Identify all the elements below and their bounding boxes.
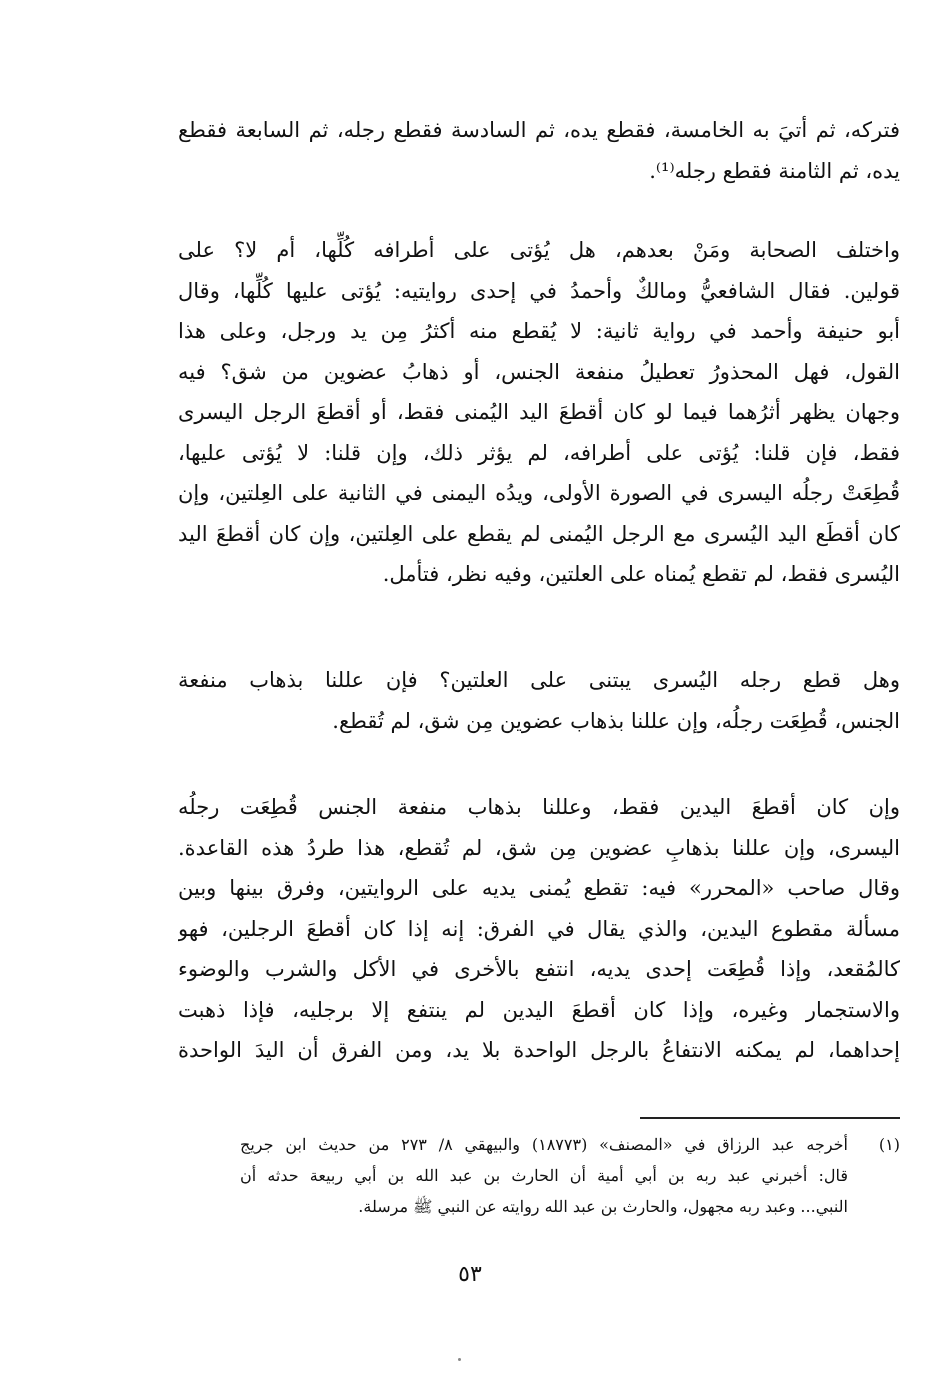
text-line: مسألة مقطوع اليدين، والذي يقال في الفرق: إنه إذا كان أقطعَ الرجلين، فهو	[178, 916, 900, 941]
footnote-separator	[640, 1117, 900, 1119]
text-line: فقط، فإن قلنا: يُؤتى على أطرافه، لم يؤثر ذلك، وإن قلنا: لا يُؤتى عليها،	[178, 440, 900, 465]
text-line: واختلف الصحابة ومَنْ بعدهم، هل يُؤتى على أطرافه كُلِّها، أم لا؟ على	[178, 238, 900, 262]
footnote-line: قال: أخبرني عبد ربه بن أبي أمية أن الحارث بن عبد الله بن أبي ربيعة حدثه أن	[240, 1166, 848, 1185]
text-line: إحداهما، لم يمكنه الانتفاعُ بالرجل الواحدة بلا يد، ومن الفرق أن اليدَ الواحدة	[178, 1038, 900, 1062]
footnote-body	[240, 1129, 848, 1222]
paragraph-3	[178, 660, 900, 741]
text-line: وجهان يظهر أثرُهما فيما لو كان أقطعَ اليد اليُمنى فقط، أو أقطعَ الرجل اليسرى	[178, 400, 900, 424]
text-line: يده، ثم الثامنة فقطع رجله⁽¹⁾.	[649, 158, 900, 183]
text-line: والاستجمار وغيره، وإذا كان أقطعَ اليدين لم ينتفع إلا برجليه، فإذا ذهبت	[178, 997, 900, 1022]
text-line: وهل قطع رجله اليُسرى يبتنى على العلتين؟ فإن عللنا بذهاب منفعة	[178, 668, 900, 692]
paragraph-2	[178, 230, 900, 595]
scan-speck	[458, 1358, 461, 1361]
text-line: أبو حنيفة وأحمد في رواية ثانية: لا يُقطع منه أكثرُ مِن يد ورجل، وعلى هذا	[178, 319, 900, 343]
footnote	[240, 1129, 900, 1222]
text-line: كالمُقعد، وإذا قُطِعَت إحدى يديه، انتفع بالأخرى في الأكل والشرب والوضوء	[178, 957, 900, 981]
text-line: القول، فهل المحذورُ تعطيلُ منفعة الجنس، أو ذهابُ عضوين من شق؟ فيه	[178, 359, 900, 384]
text-line: كان أقطَع اليد اليُسرى مع الرجل اليُمنى لم يقطع على العِلتين، وإن كان أقطعَ اليد	[178, 521, 900, 546]
text-line: وإن كان أقطعَ اليدين فقط، وعللنا بذهاب منفعة الجنس قُطِعَت رجلُه	[178, 795, 900, 819]
footnote-number: (١)	[878, 1135, 900, 1154]
paragraph-1	[178, 110, 900, 191]
page-number: ٥٣	[458, 1262, 482, 1287]
paragraph-4	[178, 787, 900, 1071]
text-line: قُطِعَتْ رجلُه اليسرى في الصورة الأولى، ويدُه اليمنى في الثانية على العِلتين، وإن	[178, 481, 900, 505]
text-line: فتركه، ثم أتيَ به الخامسة، فقطع يده، ثم السادسة فقطع رجله، ثم السابعة فقطع	[178, 118, 900, 142]
text-line: وقال صاحب «المحرر» فيه: تقطع يُمنى يديه على الروايتين، وفرق بينها وبين	[178, 876, 900, 900]
text-line: الجنس، قُطِعَت رجلُه، وإن عللنا بذهاب عضوين مِن شق، لم تُقطع.	[332, 708, 900, 733]
text-line: قولين. فقال الشافعيُّ ومالكٌ وأحمدُ في إحدى روايتيه: يُؤتى عليها كُلِّها، وقال	[178, 278, 900, 303]
text-line: اليُسرى فقط، لم تقطع يُمناه على العلتين، وفيه نظر، فتأمل.	[382, 562, 900, 586]
text-line: اليسرى، وإن عللنا بذهابِ عضوين مِن شق، لم تُقطع، هذا طردُ هذه القاعدة.	[178, 835, 900, 860]
footnote-line: النبي... وعبد ربه مجهول، والحارث بن عبد الله روايته عن النبي ﷺ مرسلة.	[358, 1197, 848, 1216]
footnote-line: أخرجه عبد الرزاق في «المصنف» (١٨٧٧٣) والبيهقي ٨/ ٢٧٣ من حديث ابن جريج	[240, 1135, 848, 1154]
